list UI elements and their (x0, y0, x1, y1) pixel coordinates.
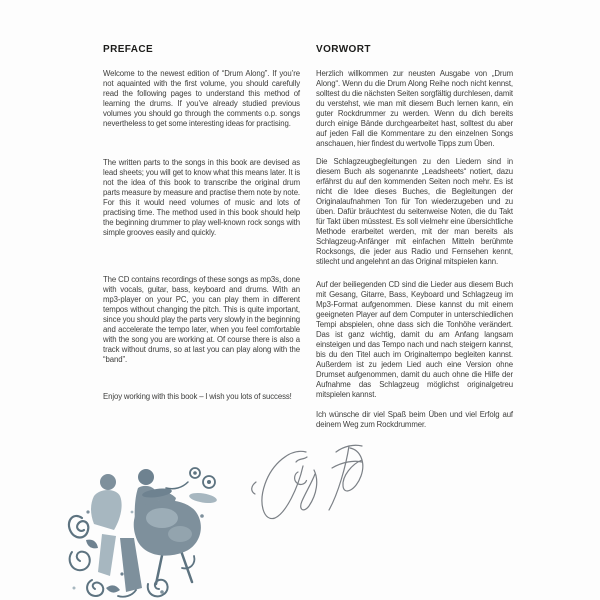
vorwort-paragraph-3: Auf der beiliegenden CD sind die Lieder aus diesem Buch mit Gesang, Gitarre, Bass, Keyboard und Schlagzeug im Mp3-Format aufgenommen. Diese kannst du mit einem geeigneten Player auf dem Computer in unterschiedlichen Tempi abspielen, ohne dass sich die Tonhöhe verändert. Das ist ganz wichtig, damit du am Anfang langsam einsteigen und das Tempo nach und nach steigern kannst, bis du den Titel auch im Originaltempo begleiten kannst. Außerdem ist zu jedem Lied auch eine Version ohne Drumset aufgenommen, damit du auch ohne die Hilfe der Aufnahme das Schlagzeug möglichst originalgetreu mitspielen kannst. (316, 280, 513, 399)
preface-closing-line: Enjoy working with this book – I wish you lots of success! (103, 392, 292, 401)
drummer-silhouette-illustration-icon (62, 456, 222, 600)
preface-paragraph-2: The written parts to the songs in this book are devised as lead sheets; you will get to know what this means later. It is not the idea of this book to transcribe the original drum parts measure by measure and practise them note by note. For this it would need volumes of music and lots of practising time. The method used in this book should help the beginning drummer to play well-known rock songs with simple grooves easily and quickly. (103, 158, 300, 237)
vorwort-paragraph-2: Die Schlagzeugbegleitungen zu den Liedern sind in diesem Buch als sogenannte „Leadsheets“ notiert, dazu erfährst du auf den kommenden Seiten noch mehr. Es ist nicht die Idee dieses Buches, die Begleitungen der Originalaufnahmen Ton für Ton wiederzugeben und zu üben. Dafür bräuchtest du seitenweise Noten, die du Takt für Takt üben müsstest. Es soll vielmehr eine übersichtliche Methode erarbeitet werden, mit der man bereits als Schlagzeug-Anfänger mit einfachen Mitteln berühmte Rocksongs, die jeder aus Radio und Fernsehen kennt, stilecht und angelehnt an das Original mitspielen kann. (316, 157, 513, 266)
vorwort-paragraph-1: Herzlich willkommen zur neusten Ausgabe von „Drum Along“. Wenn du die Drum Along Reihe noch nicht kennst, solltest du die nächsten Seiten sorgfältig durchlesen, damit du verstehst, wie man mit diesem Buch lernen kann, ein guter Rockdrummer zu werden. Wenn du dich bereits durch einige Bände durchgearbeitet hast, solltest du aber auf jeden Fall die Kommentare zu den einzelnen Songs anschauen, hier findest du wertvolle Tipps zum Üben. (316, 69, 513, 148)
preface-heading: PREFACE (103, 44, 154, 55)
vorwort-closing-line: Ich wünsche dir viel Spaß beim Üben und viel Erfolg auf deinem Weg zum Rockdrummer. (316, 410, 513, 429)
preface-paragraph-1: Welcome to the newest edition of “Drum Along”. If you’re not aquainted with the first volume, you should carefully read the following pages to understand this method of learning the drums. If you’ve already studied previous volumes you should go through the comments o.p. songs nevertheless to get some interesting ideas for practising. (103, 69, 300, 128)
vorwort-column (316, 44, 513, 430)
preface-paragraph-3: The CD contains recordings of these songs as mp3s, done with vocals, guitar, bass, keyboard and drums. With an mp3-player on your PC, you can play them in different tempos without changing the pitch. This is quite important, since you should play the parts very slowly in the beginning and accelerate the tempo later, when you feel comfortable with the song you are working at. Of course there is also a track without drums, so at last you can play along with the “band”. (103, 275, 300, 364)
vorwort-heading: VORWORT (316, 44, 371, 55)
handwritten-signature-icon (248, 438, 380, 530)
preface-column (103, 44, 300, 402)
